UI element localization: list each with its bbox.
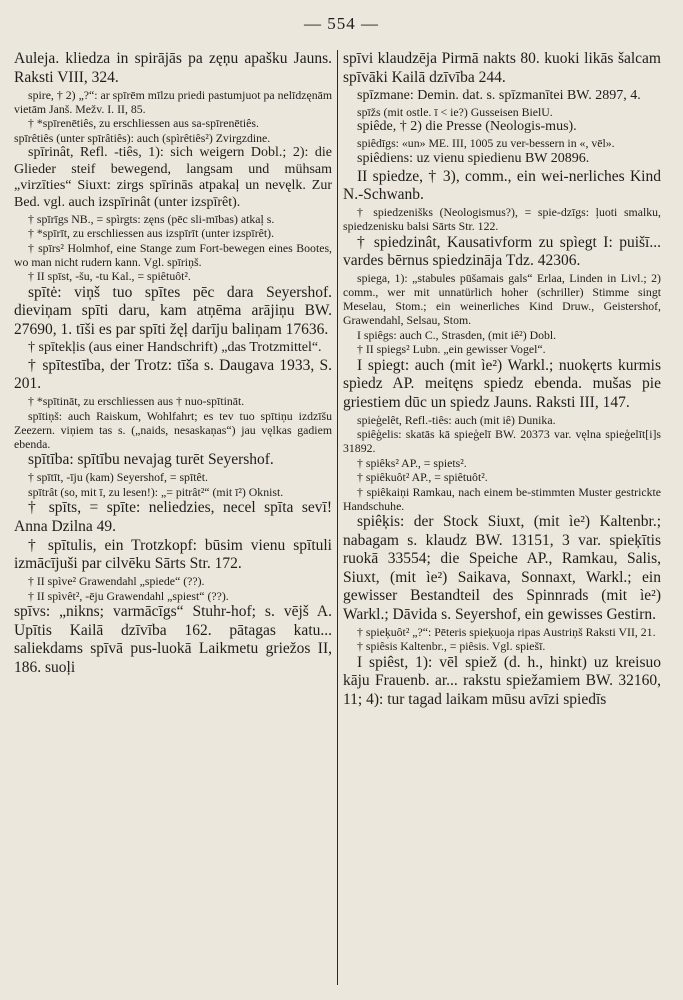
dictionary-entry: † spiedzinât, Kausativform zu spìegt I: puišī... vardes bērnus spiedzināja Tdz. 42306. bbox=[343, 233, 661, 269]
dictionary-entry: † spiêks² AP., = spiets². bbox=[357, 455, 467, 470]
dictionary-entry: spītiņš: auch Raiskum, Wohlfahrt; es tev tuo spītiņu izdzīšu Zeezern. viņiem tas s. („naids, nesaskaņas“) jau vęlkas gadiem ebenda. bbox=[14, 408, 332, 451]
dictionary-entry: † spiedzenišks (Neologismus?), = spie-dzīgs: ļuoti smalku, spiedzenisku balsi Sārts Str. 122. bbox=[343, 205, 661, 233]
dictionary-entry: I spiegt: auch (mit ìe²) Warkl.; nuokęrts kurmis spìedz AP. meitęns spiedz ebenda. mušas pie griestiem dūc un spiedz Jauns. Raksti III, 147. bbox=[343, 356, 661, 411]
dictionary-entry: spīrinât, Refl. -tiês, 1): sich weigern Dobl.; 2): die Glieder steif bewegend, langsam und mühsam „virzīties“ Siuxt: zirgs spīrinās atpakaļ un nevęlk. Zur Bed. vgl. auch izspīrinât (unter izspīrêt). bbox=[14, 145, 332, 210]
dictionary-entry: spīzmane: Demin. dat. s. spīzmanītei BW. 2897, 4. bbox=[357, 87, 641, 103]
dictionary-entry: † spiêsis Kaltenbr., = piêsis. Vgl. spiešī. bbox=[357, 639, 546, 653]
dictionary-entry: spītība: spītību nevajag turēt Seyershof. bbox=[28, 451, 274, 468]
dictionary-entry: † spīrs² Holmhof, eine Stange zum Fort-bewegen eines Bootes, wo man nicht rudern kann. Vgl. spīriņš. bbox=[14, 240, 332, 269]
dictionary-entry: spītė: viņš tuo spītes pēc dara Seyershof. dieviņam spīti daru, kam atņēma arājiņu BW. 27690, 1. tīši es par spīti žęļ darīju baliņam 17636. bbox=[14, 283, 332, 338]
dictionary-entry: † spiêkuôt² AP., = spiêtuôt². bbox=[357, 470, 488, 484]
dictionary-entry: spīvi klaudzēja Pirmā nakts 80. kuoki likās šalcam spīvāki Kailā dzīvība 244. bbox=[343, 50, 661, 86]
column-divider bbox=[337, 50, 338, 985]
dictionary-entry: II spiedze, † 3), comm., ein wei-nerliches Kind N.-Schwanb. bbox=[343, 167, 661, 203]
dictionary-entry: † spītestība, der Trotz: tīša s. Daugava 1933, S. 201. bbox=[14, 356, 332, 392]
dictionary-entry: spiêģelis: skatās kā spieģelī BW. 20373 var. vęlna spieģelīt[i]s 31892. bbox=[343, 427, 661, 455]
dictionary-entry: † II spīst, -šu, -tu Kal., = spiêtuôt². bbox=[28, 269, 191, 283]
dictionary-entry: spīvs: „nikns; varmācīgs“ Stuhr-hof; s. vējš A. Upītis Kailā dzīvība 162. pātagas katu... saliekdams spīvā pus-luokā Laikmetu griežos II, 186. suoļi bbox=[14, 603, 332, 676]
dictionary-entry: spiêdīgs: «un» ME. III, 1005 zu ver-bessern in «, vēl». bbox=[357, 136, 615, 150]
dictionary-entry: spiêdiens: uz vienu spiedienu BW 20896. bbox=[357, 150, 590, 166]
dictionary-entry: spiega, 1): „stabules pūšamais gals“ Erlaa, Linden in Livl.; 2) comm., wer mit unnatürlich hoher (schriller) Stimme singt Meselau, Stom.; ein weinerliches Kind Druw., Geistershof, Grawendahl, Selsau, Stom. bbox=[343, 271, 661, 327]
dictionary-entry: † spītīt, -īju (kam) Seyershof, = spītêt. bbox=[28, 470, 208, 484]
dictionary-entry: † *spīrīt, zu erschliessen aus izspīrīt (unter izspīrêt). bbox=[28, 226, 275, 240]
dictionary-entry: spieģelêt, Refl.-tiês: auch (mit iê) Dunika. bbox=[357, 412, 556, 427]
dictionary-entry: † II spìve² Grawendahl „spiede“ (??). bbox=[28, 574, 205, 588]
dictionary-entry: spiêde, † 2) die Presse (Neologis-mus). bbox=[357, 119, 577, 134]
dictionary-entry: † *spīrenētiês, zu erschliessen aus sa-spīrenētiês. bbox=[28, 116, 259, 130]
left-column bbox=[14, 50, 332, 990]
dictionary-entry: I spiêgs: auch C., Strasden, (mit iê²) Dobl. bbox=[357, 327, 557, 342]
dictionary-entry: † II spìvêt², -ēju Grawendahl „spiest“ (??). bbox=[28, 588, 229, 603]
dictionary-entry: spīžs (mit ostle. ī < ie?) Gusseisen BielU. bbox=[357, 104, 553, 119]
dictionary-entry: Auleja. kliedza in spirājās pa zęņu apašku Jauns. Raksti VIII, 324. bbox=[14, 50, 332, 86]
dictionary-entry: spiêķis: der Stock Siuxt, (mit ìe²) Kaltenbr.; nabagam s. klaudz BW. 13151, 3 var. spieķītis ruokā 33554; die Speiche AP., Ramkau, Salis, Siuxt, (mit ìe²) Saikava, Sonnaxt, Warkl.; ein gewisser Bestandteil des Spinnrads (mit ìe²) Warkl.; Dāvida s. Seyershof, ein gewisses Gestirn. bbox=[343, 513, 661, 623]
dictionary-entry: † II spiegs² Lubn. „ein gewisser Vogel“. bbox=[357, 342, 546, 356]
dictionary-entry: † spītekļis (aus einer Handschrift) „das Trotzmittel“. bbox=[28, 339, 322, 355]
right-column bbox=[343, 50, 661, 990]
dictionary-entry: I spiêst, 1): vēl spiež (d. h., hinkt) uz kreisuo kāju Frauenb. ar... rakstu spiežamiem BW. 32160, 11; 4): tur tagad laikam mūsu avīzi spiedīs bbox=[343, 653, 661, 708]
dictionary-entry: † spītulis, ein Trotzkopf: būsim vienu spītuli izmācījuši par cilvēku Sārts Str. 172. bbox=[14, 536, 332, 572]
dictionary-entry: spīrêtiês (unter spīrâtiês): auch (spìrêtiês²) Zvirgzdine. bbox=[14, 130, 271, 145]
dictionary-entry: † spīts, = spīte: neliedzies, necel spīta sevī! Anna Dzilna 49. bbox=[14, 499, 332, 535]
dictionary-entry: † spiêkaiņi Ramkau, nach einem be-stimmten Muster gestrickte Handschuhe. bbox=[343, 484, 661, 513]
dictionary-entry: † spīrīgs NB., = spìrgts: zęns (pēc sli-mības) atkaļ s. bbox=[28, 211, 275, 226]
dictionary-entry: spītrât (so, mit ī, zu lesen!): „= pitrât²“ (mit ī²) Oknist. bbox=[28, 484, 284, 499]
page-number: — 554 — bbox=[304, 14, 379, 33]
dictionary-entry: † spieķuôt² „?“: Pēteris spieķuoja ripas Austriņš Raksti VII, 21. bbox=[357, 624, 656, 639]
dictionary-entry: spire, † 2) „?“: ar spīrēm mīlzu priedi pastumjuot pa nelīdzęnām vietām Janš. Mežv. I. II, 85. bbox=[14, 87, 332, 116]
dictionary-entry: † *spītināt, zu erschliessen aus † nuo-spītināt. bbox=[28, 394, 245, 408]
